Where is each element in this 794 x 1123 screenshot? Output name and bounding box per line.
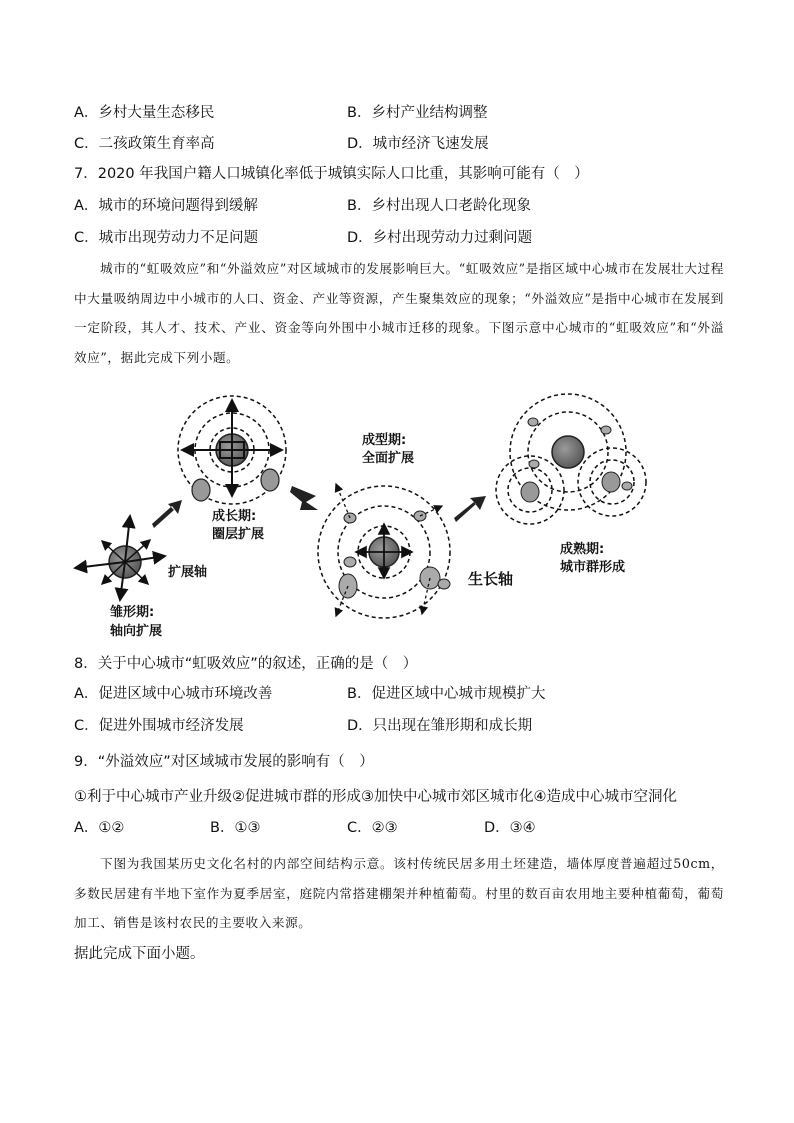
q7-option-c: C．城市出现劳动力不足问题 [74, 230, 259, 246]
q8-stem: 8．关于中心城市“虹吸效应”的叙述，正确的是（ ） [74, 656, 418, 672]
stage3-title: 成型期: [362, 433, 407, 448]
q9-option-b: B．①③ [210, 820, 261, 836]
passage-siphon-spillover [74, 254, 724, 372]
q6-option-b: B．乡村产业结构调整 [347, 105, 488, 121]
urban-expansion-diagram [70, 388, 720, 650]
growth-axis-label: 生长轴 [468, 570, 514, 588]
q7-option-d: D．乡村出现劳动力过剩问题 [347, 230, 533, 246]
stage2-title: 成长期: [212, 509, 257, 524]
q8-option-c: C．促进外围城市经济发展 [74, 718, 244, 734]
stage-formative [318, 432, 513, 618]
expansion-axis-label: 扩展轴 [168, 565, 208, 580]
passage-siphon-spillover-text: 城市的“虹吸效应”和“外溢效应”对区域城市的发展影响巨大。“虹吸效应”是指区域中心城市在发展壮大过程中大量吸纳周边中小城市的人口、资金、产业等资源，产生聚集效应的现象；“外溢效应”是指中心城市在发展到一定阶段，其人才、技术、产业、资金等向外围中小城市迁移的现象。下图示意中心城市的“虹吸效应”和“外溢效应”，据此完成下列小题。 [74, 261, 724, 365]
q6-option-c: C．二孩政策生育率高 [74, 136, 215, 152]
stage4-title: 成熟期: [560, 542, 605, 557]
stage1-subtitle: 轴向扩展 [110, 624, 163, 639]
q9-stem: 9．“外溢效应”对区域城市发展的影响有（ ） [74, 754, 374, 770]
stage3-subtitle: 全面扩展 [362, 451, 415, 466]
q7-stem: 7．2020 年我国户籍人口城镇化率低于城镇实际人口比重，其影响可能有（ ） [74, 166, 589, 182]
q9-option-d: D．③④ [484, 820, 536, 836]
q8-option-a: A．促进区域中心城市环境改善 [74, 686, 273, 702]
stage4-subtitle: 城市群形成 [560, 560, 626, 575]
q9-option-a: A．①② [74, 820, 125, 836]
q7-option-a: A．城市的环境问题得到缓解 [74, 198, 258, 214]
stage-arrow-icon [152, 500, 182, 528]
q8-option-d: D．只出现在雏形期和成长期 [347, 718, 533, 734]
closing-instruction: 据此完成下面小题。 [74, 946, 205, 962]
passage-historic-village [74, 849, 724, 938]
stage1-title: 雏形期: [110, 605, 155, 620]
stage2-subtitle: 圈层扩展 [212, 527, 265, 542]
stage-mature [496, 394, 646, 575]
passage-historic-village-text: 下图为我国某历史文化名村的内部空间结构示意。该村传统民居多用土坯建造，墙体厚度普遍超过50cm，多数民居建有半地下室作为夏季居室，庭院内常搭建棚架并种植葡萄。村里的数百亩农用地主要种植葡萄，葡萄加工、销售是该村农民的主要收入来源。 [74, 856, 724, 930]
stage-arrow-icon [290, 486, 318, 510]
q9-option-c: C．②③ [347, 820, 398, 836]
stage-growth [178, 396, 286, 542]
q6-option-d: D．城市经济飞速发展 [347, 136, 489, 152]
q6-option-a: A．乡村大量生态移民 [74, 105, 215, 121]
q7-option-b: B．乡村出现人口老龄化现象 [347, 198, 531, 214]
q8-option-b: B．促进区域中心城市规模扩大 [347, 686, 546, 702]
q9-statements: ①利于中心城市产业升级②促进城市群的形成③加快中心城市郊区城市化④造成中心城市空洞化 [74, 789, 677, 805]
stage-arrow-icon [454, 496, 486, 522]
stage-embryonic [75, 516, 207, 639]
